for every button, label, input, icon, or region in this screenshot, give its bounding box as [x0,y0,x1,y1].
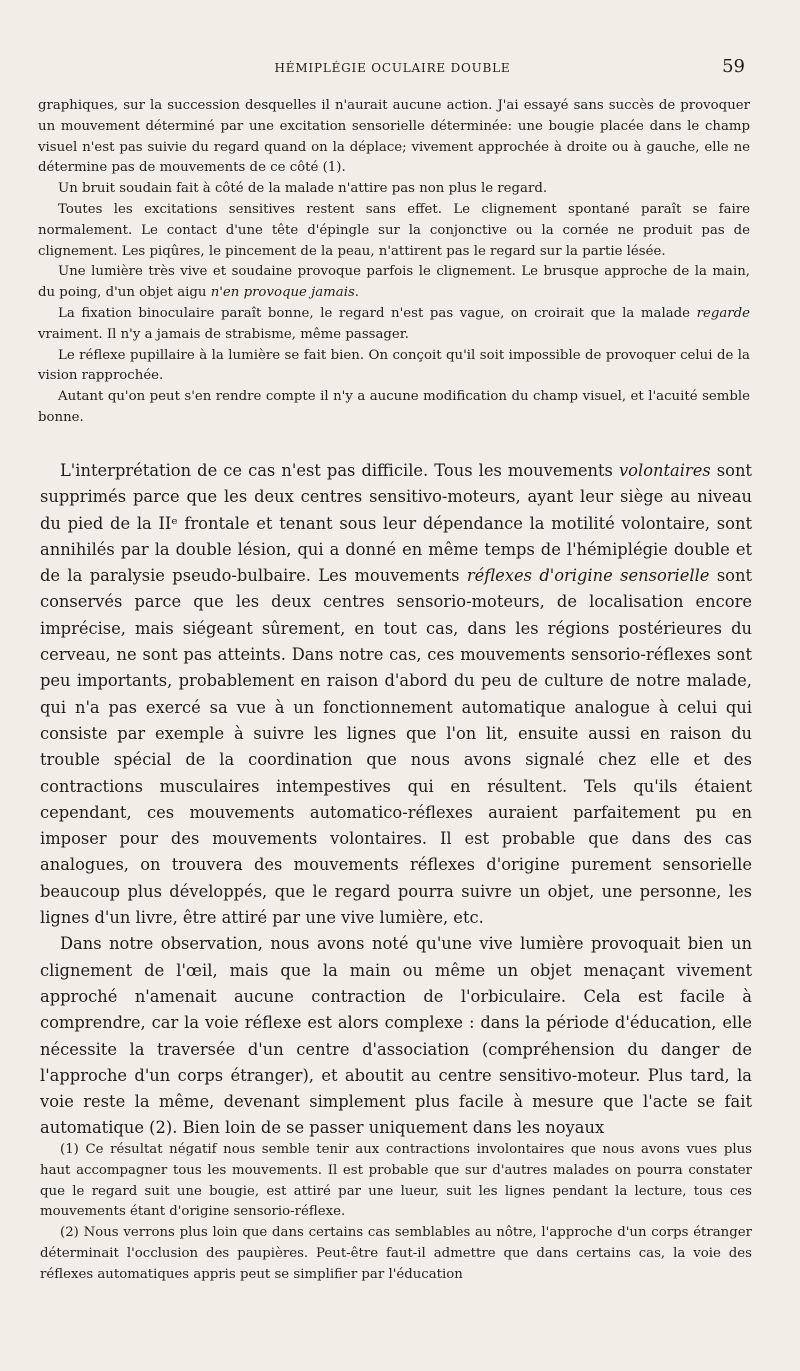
italic-phrase: n'en provoque jamais [210,285,355,301]
observation-paragraph: graphiques, sur la succession desquelles il n'aurait aucune action. J'ai essayé sans succès de provoquer un mouvement déterminé par une excitation sensorielle déterminée: une bougie placée dans le champ visuel n'est pas suivie du regard quand on la déplace; vivement approchée à droite ou à gauche, elle ne détermine pas de mouvements de ce côté (1). [38,98,750,176]
running-head [40,56,745,80]
observation-paragraph: Un bruit soudain fait à côté de la malade n'attire pas non plus le regard. [58,181,548,197]
interpretation-paragraph: L'interprétation de ce cas n'est pas difficile. Tous les mouvements volontaires sont supprimés parce que les deux centres sensitivo-moteurs, ayant leur siège au niveau du pied de la IIᵉ frontale et tenant sous leur dépendance la motilité volontaire, sont annihilés par la double lésion, qui a donné en même temps de l'hémiplégie double et de la paralysie pseudo-bulbaire. Les mouvements réflexes d'origine sensorielle sont conservés parce que les deux centres sensorio-moteurs, de localisation encore imprécise, mais siégeant sûrement, en tout cas, dans les régions postérieures du cerveau, ne sont pas atteints. Dans notre cas, ces mouvements sensorio-réflexes sont peu importants, probablement en raison d'abord du peu de culture de notre malade, qui n'a pas exercé sa vue à un fonctionnement automatique analogue à celui qui consiste par exemple à suivre les lignes que l'on lit, ensuite aussi en raison du trouble spécial de la coordination que nous avons signalé chez elle et des contractions musculaires intempestives qui en résultent. Tels qu'ils étaient cependant, ces mouvements automatico-réflexes auraient parfaitement pu en imposer pour des mouvements volontaires. Il est probable que dans des cas analogues, on trouvera des mouvements réflexes d'origine purement sensorielle beaucoup plus développés, que le regard pourra suivre un objet, une personne, les lignes d'un livre, être attiré par une vive lumière, etc. [40,461,753,928]
observation-paragraph: Le réflexe pupillaire à la lumière se fait bien. On conçoit qu'il soit impossible de provoquer celui de la vision rapprochée. [38,347,750,384]
italic-word: regarde [696,305,750,321]
observation-discussion-paragraph: Dans notre observation, nous avons noté qu'une vive lumière provoquait bien un clignement de l'œil, mais que la main ou même un objet menaçant vivement approché n'amenait aucune contraction de l'orbiculaire. Cela est facile à comprendre, car la voie réflexe est alors complexe : dans la période d'éducation, elle nécessite la traversée d'un centre d'association (compréhension du danger de l'approche d'un corps étranger), et aboutit au centre sensitivo-moteur. Plus tard, la voie reste la même, devenant simplement plus facile à mesure que l'acte se fait automatique (2). Bien loin de se passer uniquement dans les noyaux [40,934,752,1138]
italic-word: volontaires [618,461,711,480]
main-text [40,458,752,1142]
observation-notes [38,96,750,429]
observation-paragraph: Une lumière très vive et soudaine provoque parfois le clignement. Le brusque approche de la main, du poing, d'un objet aigu n'en provoque jamais. [38,264,750,301]
italic-phrase: réflexes d'origine sensorielle [466,566,710,586]
footnote-1: (1) Ce résultat négatif nous semble tenir aux contractions involontaires que nous avons vues plus haut accompagner tous les mouvements. Il est probable que sur d'autres malades on pourra constater que le regard suit une bougie, est attiré par une lueur, suit les lignes pendant la lecture, tous ces mouvements étant d'origine sensorio-réflexe. [40,1142,752,1220]
footnotes [40,1140,752,1286]
observation-paragraph: La fixation binoculaire paraît bonne, le regard n'est pas vague, on croirait que la malade regarde vraiment. Il n'y a jamais de strabisme, même passager. [38,305,750,342]
page-number: 59 [722,56,745,77]
observation-paragraph: Autant qu'on peut s'en rendre compte il n'y a aucune modification du champ visuel, et l'acuité semble bonne. [38,389,750,425]
running-title: HÉMIPLÉGIE OCULAIRE DOUBLE [274,61,511,75]
footnote-2: (2) Nous verrons plus loin que dans certains cas semblables au nôtre, l'approche d'un corps étranger déterminait l'occlusion des paupières. Peut-être faut-il admettre que dans certains cas, la voie des réflexes automatiques appris peut se simplifier par l'éducation [40,1225,752,1282]
observation-paragraph: Toutes les excitations sensitives restent sans effet. Le clignement spontané paraît se faire normalement. Le contact d'une tête d'épingle sur la conjonctive ou la cornée ne produit pas de clignement. Les piqûres, le pincement de la peau, n'attirent pas le regard sur la partie lésée. [38,201,750,259]
